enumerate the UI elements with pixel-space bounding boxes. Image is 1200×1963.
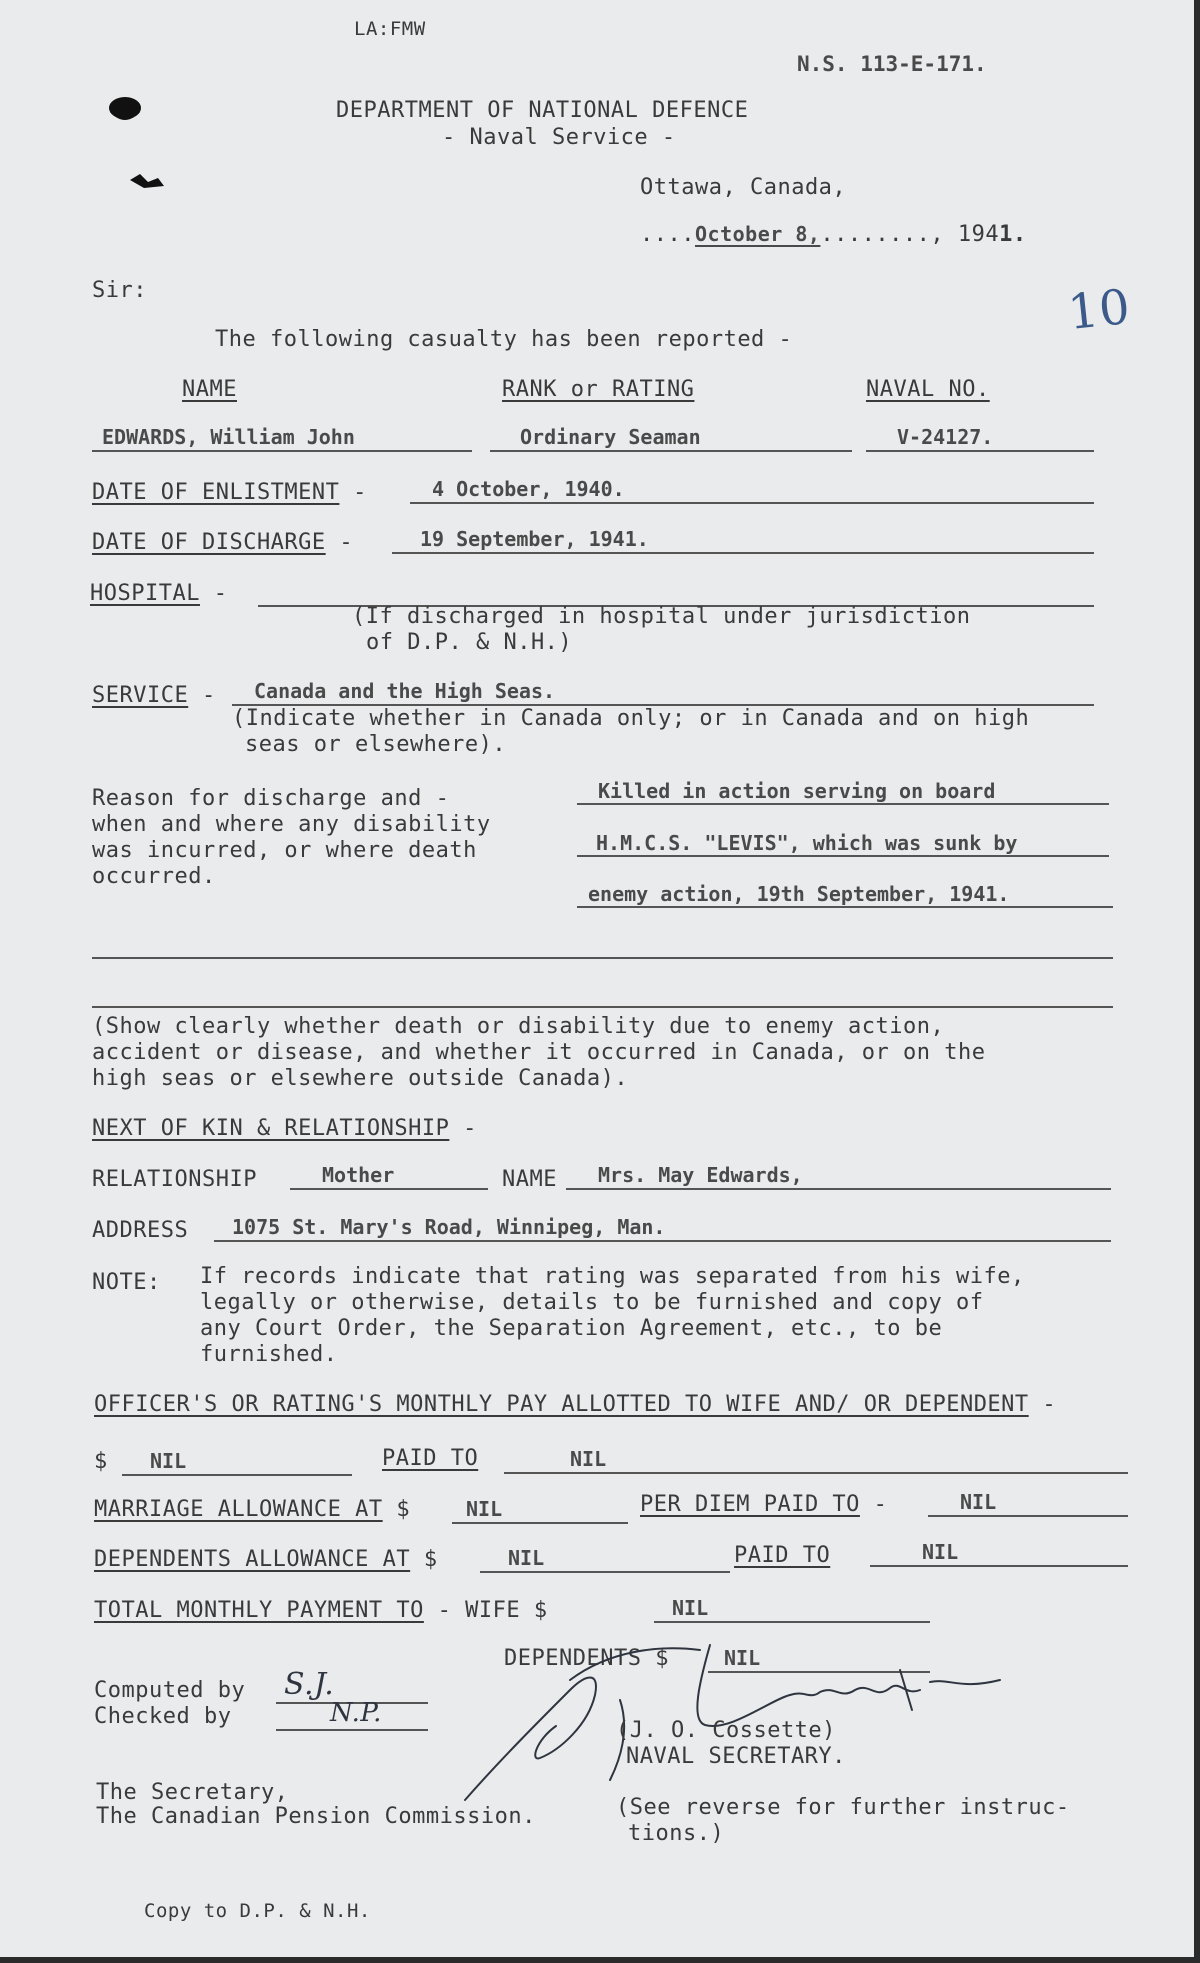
kin-name-value: Mrs. May Edwards, bbox=[598, 1163, 803, 1187]
dependents-total-value: NIL bbox=[724, 1646, 761, 1670]
reference-initials: LA:FMW bbox=[354, 18, 426, 40]
pay-amount-line bbox=[122, 1474, 352, 1476]
enlistment-line bbox=[410, 502, 1094, 504]
service-note-1: (Indicate whether in Canada only; or in Canada and on high bbox=[232, 706, 1030, 731]
pay-heading-row: OFFICER'S OR RATING'S MONTHLY PAY ALLOTTED TO WIFE AND/ OR DEPENDENT - bbox=[94, 1392, 1057, 1417]
service-subtitle: - Naval Service - bbox=[442, 125, 676, 150]
note-line-4: furnished. bbox=[200, 1342, 338, 1367]
note-line-1: If records indicate that rating was separated from his wife, bbox=[200, 1264, 1025, 1289]
casualty-name-line bbox=[92, 450, 472, 452]
addressee-line-2: The Canadian Pension Commission. bbox=[96, 1804, 536, 1829]
computed-by-label: Computed by bbox=[94, 1678, 246, 1703]
computed-initials: S.J. bbox=[284, 1667, 335, 1702]
reason-value-3: enemy action, 19th September, 1941. bbox=[588, 882, 1010, 906]
dependents-line bbox=[480, 1571, 730, 1573]
addressee-line-1: The Secretary, bbox=[96, 1780, 289, 1805]
wife-label: WIFE $ bbox=[465, 1598, 548, 1623]
relationship-label: RELATIONSHIP bbox=[92, 1167, 257, 1192]
per-diem-line bbox=[928, 1515, 1128, 1517]
dep-paid-to-value: NIL bbox=[922, 1540, 959, 1564]
pay-paid-to-label: PAID TO bbox=[382, 1446, 479, 1471]
discharge-value: 19 September, 1941. bbox=[420, 527, 649, 551]
per-diem-label: PER DIEM PAID TO bbox=[640, 1492, 860, 1517]
casualty-naval-no: V-24127. bbox=[897, 425, 994, 449]
reverse-note-1: (See reverse for further instruc- bbox=[616, 1795, 1070, 1820]
dependents-total-label: DEPENDENTS $ bbox=[504, 1646, 669, 1671]
kin-name-label: NAME bbox=[502, 1167, 557, 1192]
pay-dollar: $ bbox=[94, 1449, 108, 1474]
dependents-value: NIL bbox=[508, 1546, 545, 1570]
reason-label-3: was incurred, or where death bbox=[92, 838, 477, 863]
casualty-rank-line bbox=[490, 450, 852, 452]
wife-line bbox=[654, 1621, 930, 1623]
show-note-line-2: accident or disease, and whether it occurred in Canada, or on the bbox=[92, 1040, 986, 1065]
column-heading-rank: RANK or RATING bbox=[502, 377, 695, 402]
reason-value-1: Killed in action serving on board bbox=[598, 779, 996, 803]
show-note-line-3: high seas or elsewhere outside Canada). bbox=[92, 1066, 629, 1091]
letter-date bbox=[640, 221, 1027, 248]
casualty-naval-no-line bbox=[866, 450, 1094, 452]
note-line-3: any Court Order, the Separation Agreement, etc., to be bbox=[200, 1316, 943, 1341]
copy-to: Copy to D.P. & N.H. bbox=[144, 1900, 371, 1922]
casualty-rank: Ordinary Seaman bbox=[520, 425, 701, 449]
enlistment-value: 4 October, 1940. bbox=[432, 477, 625, 501]
checked-by-label: Checked by bbox=[94, 1704, 232, 1729]
service-label-row: SERVICE - bbox=[92, 683, 216, 708]
total-row: TOTAL MONTHLY PAYMENT TO - WIFE $ bbox=[94, 1598, 548, 1623]
hospital-note-2: of D.P. & N.H.) bbox=[366, 630, 573, 655]
dep-paid-to-label: PAID TO bbox=[734, 1543, 831, 1568]
note-line-2: legally or otherwise, details to be furnished and copy of bbox=[200, 1290, 984, 1315]
relationship-line bbox=[290, 1188, 488, 1190]
reason-label-4: occurred. bbox=[92, 864, 216, 889]
show-note-line-1: (Show clearly whether death or disability due to enemy action, bbox=[92, 1014, 945, 1039]
service-label: SERVICE bbox=[92, 683, 189, 708]
pay-paid-to-line bbox=[504, 1472, 1128, 1474]
service-note-2: seas or elsewhere). bbox=[245, 732, 507, 757]
punch-hole-marks bbox=[100, 90, 180, 200]
column-heading-name: NAME bbox=[182, 377, 237, 402]
per-diem-value: NIL bbox=[960, 1490, 997, 1514]
pay-amount: NIL bbox=[150, 1449, 187, 1473]
discharge-label-row: DATE OF DISCHARGE - bbox=[92, 530, 354, 555]
reason-line-2 bbox=[577, 855, 1109, 857]
pay-heading: OFFICER'S OR RATING'S MONTHLY PAY ALLOTTED TO WIFE AND/ OR DEPENDENT bbox=[94, 1392, 1029, 1417]
department-title: DEPARTMENT OF NATIONAL DEFENCE bbox=[336, 98, 749, 123]
reason-line-1 bbox=[577, 803, 1109, 805]
blank-line-2 bbox=[92, 1006, 1113, 1008]
reverse-note-2: tions.) bbox=[628, 1821, 725, 1846]
address-label: ADDRESS bbox=[92, 1218, 189, 1243]
address-line bbox=[214, 1240, 1111, 1242]
casualty-name: EDWARDS, William John bbox=[102, 425, 355, 449]
salutation: Sir: bbox=[92, 278, 147, 303]
secretary-title: NAVAL SECRETARY. bbox=[626, 1744, 846, 1769]
per-diem-row: PER DIEM PAID TO - bbox=[640, 1492, 888, 1517]
dependents-label: DEPENDENTS ALLOWANCE AT bbox=[94, 1547, 411, 1572]
date-dots-right: ........, bbox=[820, 222, 945, 247]
checked-initials: N.P. bbox=[330, 1698, 382, 1728]
note-label: NOTE: bbox=[92, 1270, 161, 1295]
reason-value-2: H.M.C.S. "LEVIS", which was sunk by bbox=[596, 831, 1018, 855]
hospital-label: HOSPITAL bbox=[90, 581, 200, 606]
place: Ottawa, Canada, bbox=[640, 175, 847, 200]
service-value: Canada and the High Seas. bbox=[254, 679, 556, 703]
file-number: N.S. 113-E-171. bbox=[797, 52, 987, 76]
wife-value: NIL bbox=[672, 1596, 709, 1620]
marriage-label: MARRIAGE ALLOWANCE AT bbox=[94, 1497, 383, 1522]
reason-label-2: when and where any disability bbox=[92, 812, 491, 837]
address-value: 1075 St. Mary's Road, Winnipeg, Man. bbox=[232, 1215, 666, 1239]
marriage-value: NIL bbox=[466, 1497, 503, 1521]
dependents-row: DEPENDENTS ALLOWANCE AT $ bbox=[94, 1547, 438, 1572]
hospital-note-1: (If discharged in hospital under jurisdiction bbox=[352, 604, 971, 629]
column-heading-naval-no: NAVAL NO. bbox=[866, 377, 990, 402]
year-prefix: 194 bbox=[957, 222, 1000, 247]
blank-line-1 bbox=[92, 957, 1113, 959]
year-suffix: 1. bbox=[999, 222, 1027, 247]
reason-label-1: Reason for discharge and - bbox=[92, 786, 450, 811]
dep-paid-to-line bbox=[870, 1565, 1128, 1567]
reason-line-3 bbox=[577, 906, 1113, 908]
hospital-label-row: HOSPITAL - bbox=[90, 581, 228, 606]
relationship-value: Mother bbox=[322, 1163, 395, 1187]
next-of-kin-row: NEXT OF KIN & RELATIONSHIP - bbox=[92, 1116, 477, 1141]
total-label: TOTAL MONTHLY PAYMENT TO bbox=[94, 1598, 424, 1623]
marriage-line bbox=[452, 1522, 628, 1524]
date-value: October 8, bbox=[694, 222, 821, 246]
secretary-name: (J. O. Cossette) bbox=[616, 1718, 836, 1743]
enlistment-label-row: DATE OF ENLISTMENT - bbox=[92, 480, 367, 505]
discharge-line bbox=[392, 552, 1094, 554]
intro-line: The following casualty has been reported - bbox=[215, 327, 793, 352]
date-dots-left: .... bbox=[640, 222, 695, 247]
marriage-row: MARRIAGE ALLOWANCE AT $ bbox=[94, 1497, 411, 1522]
enlistment-label: DATE OF ENLISTMENT bbox=[92, 480, 340, 505]
pay-paid-to: NIL bbox=[570, 1447, 607, 1471]
discharge-label: DATE OF DISCHARGE bbox=[92, 530, 326, 555]
kin-name-line bbox=[566, 1188, 1111, 1190]
next-of-kin-label: NEXT OF KIN & RELATIONSHIP bbox=[92, 1116, 450, 1141]
margin-handwritten-number: 10 bbox=[1065, 278, 1133, 342]
checked-by-line bbox=[276, 1729, 428, 1731]
